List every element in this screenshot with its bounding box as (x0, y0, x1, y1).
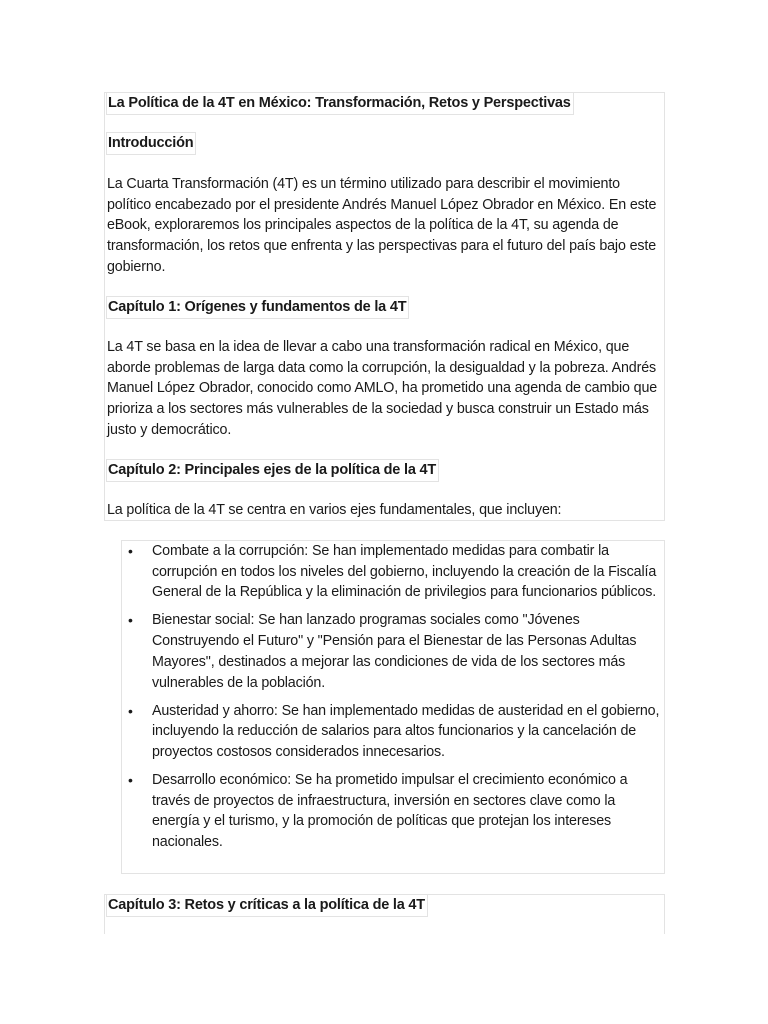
bullet-icon: • (128, 771, 133, 788)
list-item-text: Austeridad y ahorro: Se han implementado medidas de austeridad en el gobierno, incluyendo la reducción de salarios para altos funcionarios y la cancelación de proyectos costosos considerados innecesarios. (152, 702, 660, 760)
chapter1-paragraph: La 4T se basa en la idea de llevar a cabo una transformación radical en México, que aborde problemas de larga data como la corrupción, la desigualdad y la pobreza. Andrés Manuel López Obrador, conocido como AMLO, ha prometido una agenda de cambio que prioriza a los sectores más vulnerables de la sociedad y busca construir un Estado más justo y democrático. (107, 339, 658, 438)
list-item (122, 610, 662, 693)
chapter1-heading: Capítulo 1: Orígenes y fundamentos de la 4T (106, 296, 409, 319)
bullet-icon: • (128, 612, 133, 629)
chapter2-paragraph: La política de la 4T se centra en varios ejes fundamentales, que incluyen: (107, 502, 562, 518)
bullet-icon: • (128, 543, 133, 559)
bullet-icon: • (128, 702, 133, 719)
intro-heading: Introducción (106, 132, 196, 155)
list-item (122, 770, 662, 853)
document-title: La Política de la 4T en México: Transformación, Retos y Perspectivas (106, 92, 574, 115)
intro-paragraph: La Cuarta Transformación (4T) es un término utilizado para describir el movimiento político encabezado por el presidente Andrés Manuel López Obrador en México. En este eBook, exploraremos los principales aspectos de la política de la 4T, su agenda de transformación, los retos que enfrenta y las perspectivas para el futuro del país bajo este gobierno. (107, 176, 657, 275)
chapter3-heading: Capítulo 3: Retos y críticas a la política de la 4T (106, 894, 428, 917)
chapter2-bullet-list (122, 541, 662, 860)
chapter2-heading: Capítulo 2: Principales ejes de la política de la 4T (106, 459, 439, 482)
list-item (122, 701, 662, 763)
list-item (122, 541, 662, 603)
list-item-text: Bienestar social: Se han lanzado programas sociales como "Jóvenes Construyendo el Futuro" y "Pensión para el Bienestar de las Personas Adultas Mayores", destinados a mejorar las condiciones de vida de los sectores más vulnerables de la población. (152, 612, 637, 691)
list-item-text: Desarrollo económico: Se ha prometido impulsar el crecimiento económico a través de proyectos de infraestructura, inversión en sectores clave como la energía y el turismo, y la promoción de políticas que protejan los intereses nacionales. (152, 771, 628, 851)
list-item-text: Combate a la corrupción: Se han implementado medidas para combatir la corrupción en todos los niveles del gobierno, incluyendo la creación de la Fiscalía General de la República y la eliminación de privilegios para funcionarios públicos. (152, 543, 657, 601)
